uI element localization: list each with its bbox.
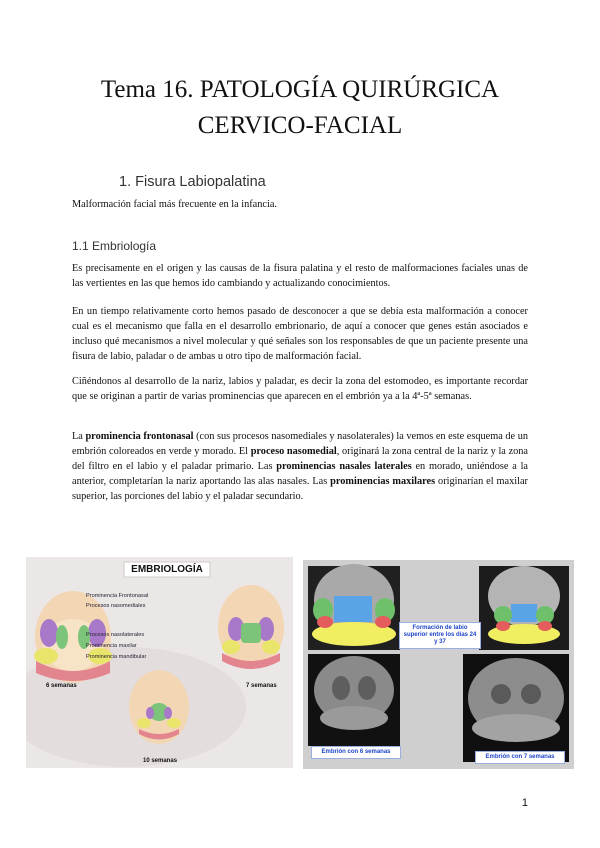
label-nasolateral: Procesos nasolaterales bbox=[86, 632, 145, 638]
paragraph-2: En un tiempo relativamente corto hemos pasado de desconocer a que se debía esta malformación a conocer cual es el mecanismo que falla en el desarrollo embrionario, de aquí a conocer que genes están asociados e incluso qué mecanismos a nivel molecular y qué señales son los responsables de que un paciente presente una fisura de labio, paladar o de ambas u otro tipo de malformación facial. bbox=[72, 306, 528, 362]
section-heading: 1. Fisura Labiopalatina bbox=[119, 174, 266, 190]
embryo-photos-figure bbox=[303, 560, 574, 769]
caption-embryo-7-weeks: Embrión con 7 semanas bbox=[475, 751, 565, 764]
page-number: 1 bbox=[521, 797, 528, 809]
paragraph-3: Ciñéndonos al desarrollo de la nariz, labios y paladar, es decir la zona del estomodeo, es importante recordar que se originan a partir de varias prominencias que aparecen en el embrión ya a la 4ª-5ª semanas. bbox=[72, 376, 528, 402]
label-maxilar: Prominencia maxilar bbox=[86, 643, 137, 649]
label-mandibular: Prominencia mandibular bbox=[86, 654, 147, 660]
paragraph-1: Es precisamente en el origen y las causas de la fisura palatina y el resto de malformaciones faciales unas de las vertientes en las que hemos ido cambiando y actualizando conocimientos. bbox=[72, 263, 528, 289]
title-line-2: CERVICO-FACIAL bbox=[197, 112, 403, 139]
subsection-heading: 1.1 Embriología bbox=[72, 239, 157, 253]
document-title bbox=[0, 72, 600, 144]
embryo-photos-drawing bbox=[303, 560, 574, 769]
intro-paragraph: Malformación facial más frecuente en la infancia. bbox=[72, 199, 277, 210]
caption-embryo-6-weeks: Embrión con 6 semanas bbox=[311, 746, 401, 759]
label-nasomedial: Procesos nasomediales bbox=[86, 603, 146, 609]
caption-10-weeks: 10 semanas bbox=[143, 758, 178, 764]
embryology-title: EMBRIOLOGÍA bbox=[131, 564, 203, 575]
title-line-1: Tema 16. PATOLOGÍA QUIRÚRGICA bbox=[100, 76, 500, 103]
embryo-10-weeks bbox=[129, 670, 189, 744]
label-frontonasal: Prominencia Frontonasal bbox=[86, 593, 149, 599]
embryo-7-weeks bbox=[218, 585, 284, 669]
caption-7-weeks: 7 semanas bbox=[246, 683, 277, 689]
formation-caption: Formación de labio superior entre los días 24 y 37 bbox=[399, 622, 481, 649]
embryology-drawing bbox=[26, 557, 293, 768]
caption-6-weeks: 6 semanas bbox=[46, 683, 77, 689]
paragraph-4: La prominencia frontonasal (con sus procesos nasomediales y nasolaterales) la vemos en este esquema de un embrión coloreados en verde y morado. El proceso nasomedial, originará la zona central de la nariz y la zona del filtro en el labio y el paladar primario. Las prominencias nasales laterales en morado, uniéndose a la anterior, completarían la nariz aportando las alas nasales. Las prominencias maxilares originarían el maxilar superior, las porciones del labio y el paladar secundario. bbox=[72, 431, 529, 502]
embryology-diagram bbox=[26, 557, 293, 768]
